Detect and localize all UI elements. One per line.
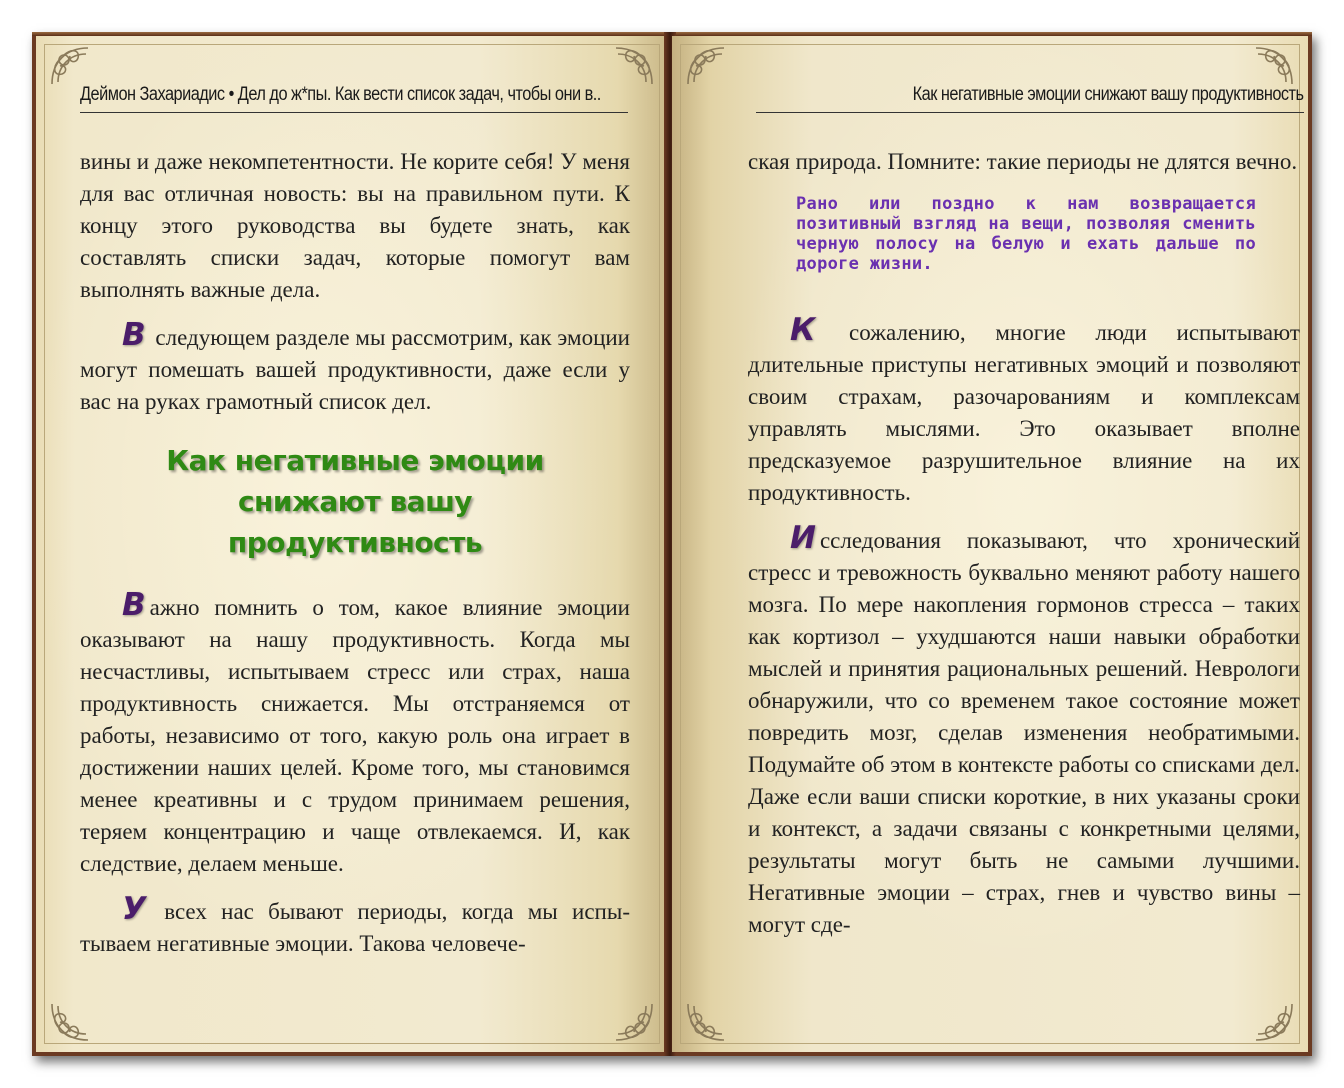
ornament-corner-icon xyxy=(1250,998,1296,1044)
paragraph-text: следующем разделе мы рассмотрим, как эмоции могут помешать вашей продуктивности, даже если у вас на руках грамотный список дел. xyxy=(80,325,630,414)
left-page[interactable] xyxy=(36,36,669,1052)
ornament-corner-icon xyxy=(684,998,730,1044)
drop-cap: У xyxy=(122,891,146,927)
left-page-text xyxy=(80,146,630,973)
paragraph-text: сследования показывают, что хронический стресс и тревожность буквально меняют работу нашего мозга. По мере накопления гормонов стресса – таких как кортизол – ухудшаются наши навыки обработки мыслей и принятия рациональных решений. Неврологи обнаружили, что со временем такое состояние может повредить мозг, сделав изменения необратимыми. Подумайте об этом в контексте работы со списками дел. Даже если ваши списки короткие, в них указаны сроки и контекст, а задачи связаны с конкретными целями, результаты могут быть не самыми лучшими. Негативные эмоции – страх, гнев и чувство вины – могут сде- xyxy=(748,528,1300,937)
paragraph xyxy=(80,589,630,880)
chapter-title-line: снижают вашу xyxy=(237,485,473,518)
chapter-title-line: продуктивность xyxy=(227,526,483,559)
paragraph: ская природа. Помните: такие периоды не длятся вечно. xyxy=(748,149,1298,174)
paragraph xyxy=(748,314,1300,509)
left-running-head xyxy=(80,84,628,113)
drop-cap: К xyxy=(790,312,816,348)
chapter-title-line: Как негативные эмоции xyxy=(166,444,544,477)
drop-cap: И xyxy=(790,520,816,556)
drop-cap: В xyxy=(122,317,146,353)
pull-quote: Рано или поздно к нам возвращается позитивный взгляд на вещи, позволяя сменить черную полосу на белую и ехать дальше по дороге жизни. xyxy=(796,194,1256,274)
book-spread xyxy=(32,32,1312,1056)
running-head-text: Деймон Захариадис • Дел до ж*пы. Как вести список задач, чтобы они в.. xyxy=(80,84,601,105)
right-page[interactable] xyxy=(672,36,1308,1052)
ornament-corner-icon xyxy=(48,998,94,1044)
paragraph xyxy=(80,893,630,960)
ornament-corner-icon xyxy=(610,998,656,1044)
right-running-head xyxy=(756,84,1304,113)
running-head-text: Как негативные эмоции снижают вашу продуктивность xyxy=(913,84,1304,105)
right-page-text xyxy=(748,146,1300,954)
paragraph-text: сожалению, многие люди испытывают длительные приступы негативных эмоций и позволяют своим страхам, разочарованиям и комплексам управлять мыслями. Это оказывает вполне предсказуемое разрушительное влияние на их продуктивность. xyxy=(748,320,1300,505)
ornament-corner-icon xyxy=(684,44,730,90)
drop-cap: В xyxy=(122,587,146,623)
paragraph-text: всех нас бывают периоды, когда мы испытываем негативные эмоции. Такова человече- xyxy=(80,899,630,956)
chapter-title xyxy=(80,440,630,563)
paragraph xyxy=(80,319,630,418)
paragraph: вины и даже некомпетентности. Не корите себя! У меня для вас отличная новость: вы на правильном пути. К концу этого руководства вы будете знать, как составлять списки задач, которые помогут вам выполнять важные дела. xyxy=(80,149,630,302)
paragraph xyxy=(748,522,1300,941)
paragraph-text: ажно помнить о том, какое влияние эмоции оказывают на нашу продуктивность. Когда мы несчастливы, испытываем стресс или страх, наша продуктивность снижается. Мы отстраняемся от работы, независимо от того, какую роль она играет в достижении наших целей. Кроме того, мы становимся менее креативны и с трудом принимаем решения, теряем концентрацию и чаще отвлекаемся. И, как следствие, делаем меньше. xyxy=(80,595,630,876)
